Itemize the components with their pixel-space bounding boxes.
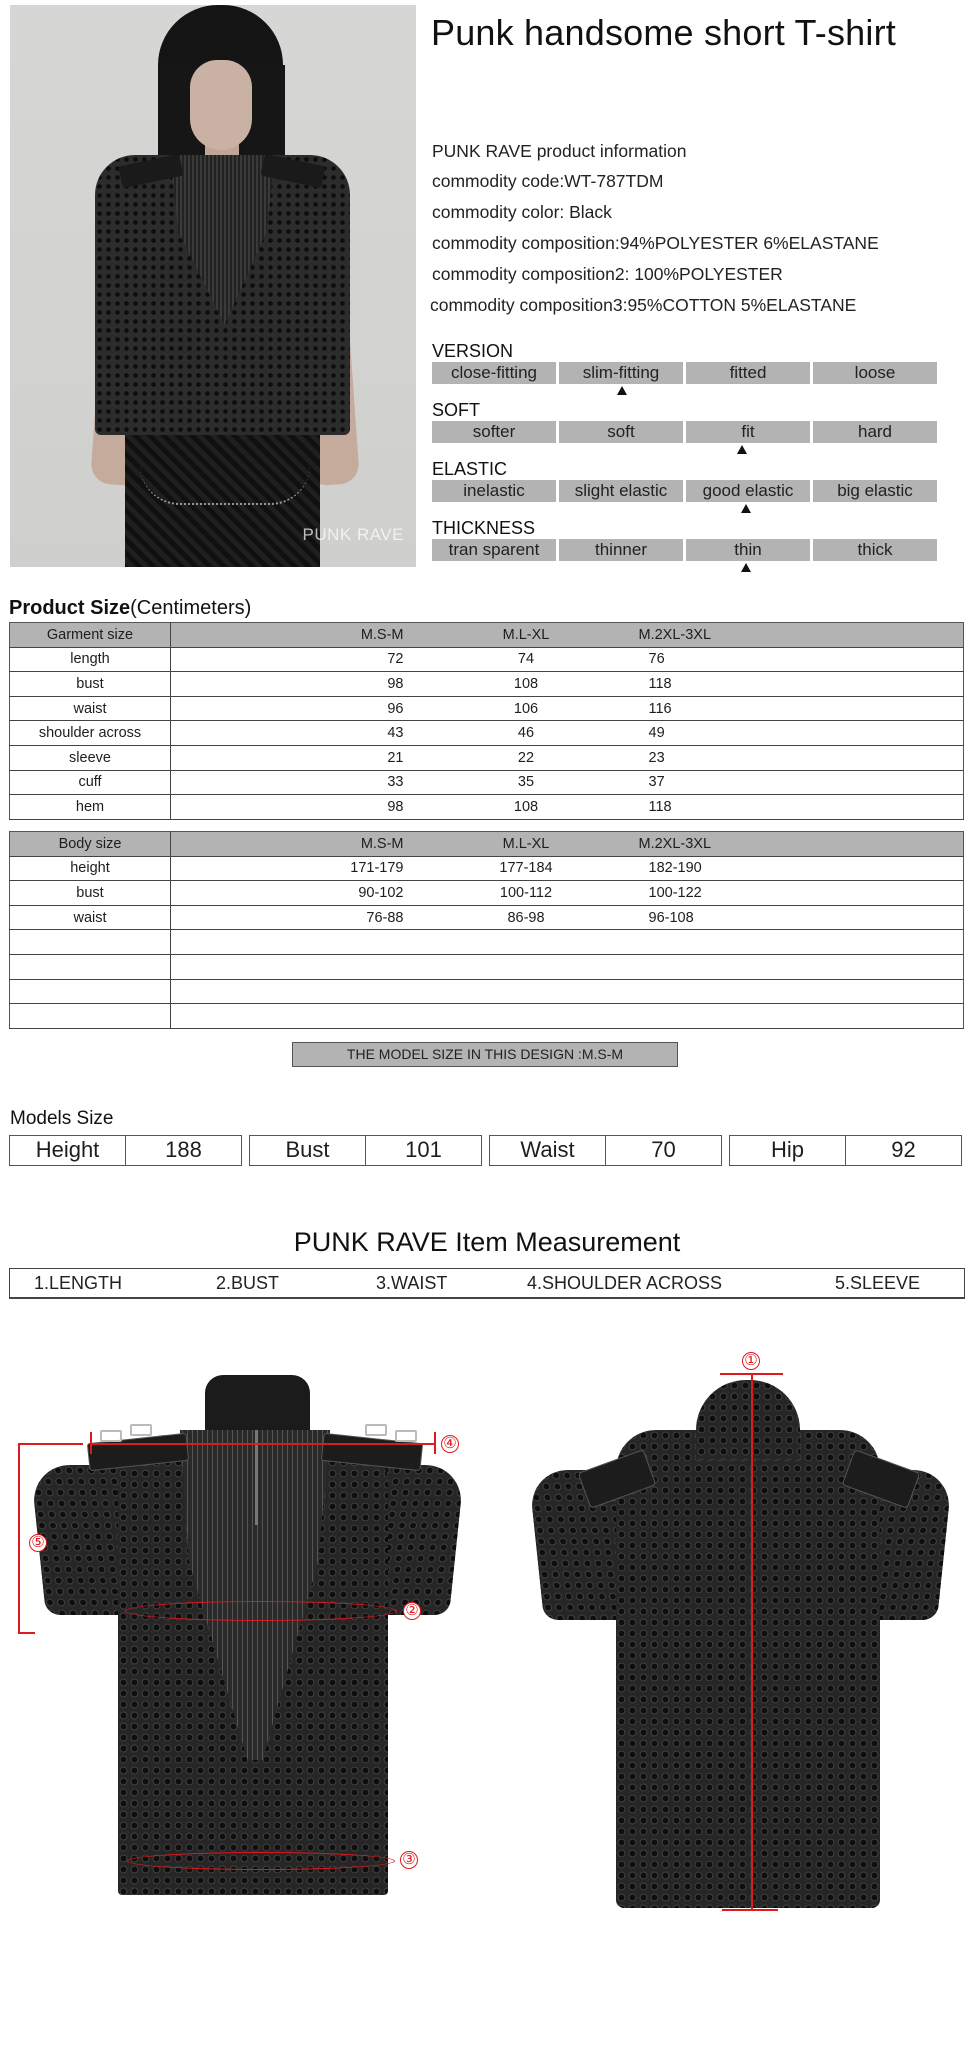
models-size-label: Models Size [10,1108,114,1129]
measurement-title: PUNK RAVE Item Measurement [293,1227,681,1257]
scale-option: close-fitting [432,362,556,384]
row-spacer [739,954,964,979]
row-spacer [739,721,964,746]
legend-waist: 3.WAIST [376,1272,448,1293]
size-value: 49 [599,721,739,746]
bust-measure-ellipse [125,1601,397,1621]
size-value: 90-102 [171,881,404,906]
size-value [404,1004,599,1029]
garment-size-table [9,622,964,820]
measurement-legend [9,1268,965,1299]
scale-label: ELASTIC [432,459,508,479]
model-stat-hip [729,1135,962,1166]
row-label: waist [10,905,171,930]
row-spacer [739,696,964,721]
size-value: 35 [404,770,599,795]
scale-option: big elastic [813,480,937,502]
table-row [10,856,964,881]
marker-3-icon: ③ [400,1851,418,1869]
marker-2-icon: ② [403,1602,421,1620]
selected-marker-icon [617,386,627,395]
table-header-row [10,832,964,857]
legend-shoulder-across: 4.SHOULDER ACROSS [527,1272,723,1293]
size-value: 76-88 [171,905,404,930]
size-value [404,954,599,979]
scale-option: inelastic [432,480,556,502]
table-row [10,881,964,906]
table-row [10,1004,964,1029]
table-row [10,770,964,795]
row-label: shoulder across [10,721,171,746]
scale-option: hard [813,421,937,443]
scale-option: softer [432,421,556,443]
size-value: 96 [171,696,404,721]
scale-label: THICKNESS [432,518,536,538]
commodity-color: commodity color: Black [432,202,612,222]
attribute-scales [432,341,938,577]
commodity-composition-3: commodity composition3:95%COTTON 5%ELASTANE [430,295,857,315]
product-info [432,136,879,321]
row-spacer [739,672,964,697]
model-stat-name: Hip [730,1136,846,1165]
table-row [10,954,964,979]
shoulder-measure-line [90,1443,435,1445]
size-value: 98 [171,672,404,697]
size-value: 182-190 [599,856,739,881]
size-value: 37 [599,770,739,795]
size-value: 22 [404,745,599,770]
scale-option-selected: fit [686,421,810,443]
info-heading: PUNK RAVE product information [432,141,687,161]
model-stat-name: Waist [490,1136,606,1165]
size-value [404,930,599,955]
sleeve-measure-bottom [18,1632,35,1634]
row-label: waist [10,696,171,721]
buckle-icon [395,1430,417,1442]
row-spacer [739,905,964,930]
row-spacer [739,1004,964,1029]
header-cell: Body size [10,832,171,857]
header-spacer [739,623,964,648]
scale-soft [432,400,938,459]
commodity-code: commodity code:WT-787TDM [432,171,664,191]
size-value [599,1004,739,1029]
scale-option: soft [559,421,683,443]
back-body [616,1430,880,1908]
model-stat-waist [489,1135,722,1166]
header-cell: M.2XL-3XL [599,832,739,857]
scale-thickness [432,518,938,577]
table-row [10,647,964,672]
size-value [171,1004,404,1029]
size-value: 23 [599,745,739,770]
size-value: 106 [404,696,599,721]
size-value: 86-98 [404,905,599,930]
size-value: 108 [404,672,599,697]
row-spacer [739,881,964,906]
row-label: hem [10,795,171,820]
size-value [599,954,739,979]
buckle-icon [100,1430,122,1442]
model-stat-bust [249,1135,482,1166]
model-size-banner: THE MODEL SIZE IN THIS DESIGN :M.S-M [292,1042,678,1067]
table-row [10,979,964,1004]
row-spacer [739,979,964,1004]
size-value: 43 [171,721,404,746]
model-stat-height [9,1135,242,1166]
size-value: 118 [599,672,739,697]
models-size-row [9,1135,962,1166]
product-size-unit: (Centimeters) [130,597,252,619]
row-label: height [10,856,171,881]
scale-option: loose [813,362,937,384]
table-row [10,696,964,721]
size-value: 74 [404,647,599,672]
row-label: bust [10,672,171,697]
size-value: 98 [171,795,404,820]
header-cell: Garment size [10,623,171,648]
scale-option: tran sparent [432,539,556,561]
scale-option-selected: thin [686,539,810,561]
table-row [10,745,964,770]
size-value [599,979,739,1004]
legend-bust: 2.BUST [216,1272,280,1293]
table-row [10,930,964,955]
length-measure-vertical [751,1373,753,1910]
length-measure-bottom [722,1909,778,1911]
size-value: 46 [404,721,599,746]
body-size-table [9,831,964,1029]
size-value: 177-184 [404,856,599,881]
garment-back-image [500,1352,974,1960]
back-collar [696,1380,800,1460]
header-cell: M.L-XL [404,623,599,648]
product-size-title-bold: Product Size [9,597,131,619]
model-stat-name: Bust [250,1136,366,1165]
model-stat-value: 188 [165,1137,202,1162]
size-value: 72 [171,647,404,672]
row-label [10,954,171,979]
header-cell: M.S-M [171,623,404,648]
model-stat-value: 70 [651,1137,676,1162]
row-label [10,1004,171,1029]
table-row [10,795,964,820]
buckle-icon [365,1424,387,1436]
row-spacer [739,770,964,795]
product-title: Punk handsome short T-shirt [431,12,896,53]
scale-version [432,341,938,400]
size-value [171,979,404,1004]
header-cell: M.L-XL [404,832,599,857]
scale-option: fitted [686,362,810,384]
size-value: 96-108 [599,905,739,930]
row-label: sleeve [10,745,171,770]
size-value [171,930,404,955]
scale-label: VERSION [432,341,514,361]
header-spacer [739,832,964,857]
waist-measure-ellipse [127,1852,395,1870]
row-label [10,930,171,955]
model-photo [10,5,416,567]
photo-watermark: PUNK RAVE [302,525,404,544]
size-value: 118 [599,795,739,820]
marker-4-icon: ④ [441,1435,459,1453]
scale-option: thinner [559,539,683,561]
row-label [10,979,171,1004]
legend-sleeve: 5.SLEEVE [835,1272,921,1293]
table-row [10,672,964,697]
header-cell: M.2XL-3XL [599,623,739,648]
scale-option-selected: slim-fitting [559,362,683,384]
table-header-row [10,623,964,648]
marker-5-icon: ⑤ [29,1534,47,1552]
shoulder-measure-tick-right [434,1432,436,1454]
size-value: 116 [599,696,739,721]
table-row [10,721,964,746]
size-value: 108 [404,795,599,820]
table-row [10,905,964,930]
scale-option: slight elastic [559,480,683,502]
row-label: bust [10,881,171,906]
size-value [171,954,404,979]
row-spacer [739,745,964,770]
scale-label: SOFT [432,400,480,420]
commodity-composition: commodity composition:94%POLYESTER 6%ELASTANE [432,233,879,253]
marker-1-icon: ① [742,1352,760,1370]
legend-length: 1.LENGTH [34,1272,123,1293]
model-face [190,60,252,150]
scale-option-selected: good elastic [686,480,810,502]
buckle-icon [130,1424,152,1436]
selected-marker-icon [741,504,751,513]
size-value [599,930,739,955]
pants-chain [140,465,310,505]
row-label: length [10,647,171,672]
sleeve-measure-vertical [18,1443,20,1633]
size-value: 171-179 [171,856,404,881]
size-value: 100-112 [404,881,599,906]
row-spacer [739,856,964,881]
scale-elastic [432,459,938,518]
row-spacer [739,930,964,955]
garment-front-image [0,1360,500,1960]
header-cell: M.S-M [171,832,404,857]
model-stat-value: 92 [891,1137,916,1162]
scale-option: thick [813,539,937,561]
product-size-title [9,597,251,620]
commodity-composition-2: commodity composition2: 100%POLYESTER [432,264,783,284]
size-value: 100-122 [599,881,739,906]
selected-marker-icon [741,563,751,572]
model-stat-value: 101 [405,1137,442,1162]
row-label: cuff [10,770,171,795]
selected-marker-icon [737,445,747,454]
sleeve-measure-top [18,1443,83,1445]
row-spacer [739,795,964,820]
model-stat-name: Height [10,1136,126,1165]
size-value: 21 [171,745,404,770]
size-value: 33 [171,770,404,795]
shoulder-measure-tick-left [90,1432,92,1454]
size-value: 76 [599,647,739,672]
row-spacer [739,647,964,672]
size-value [404,979,599,1004]
